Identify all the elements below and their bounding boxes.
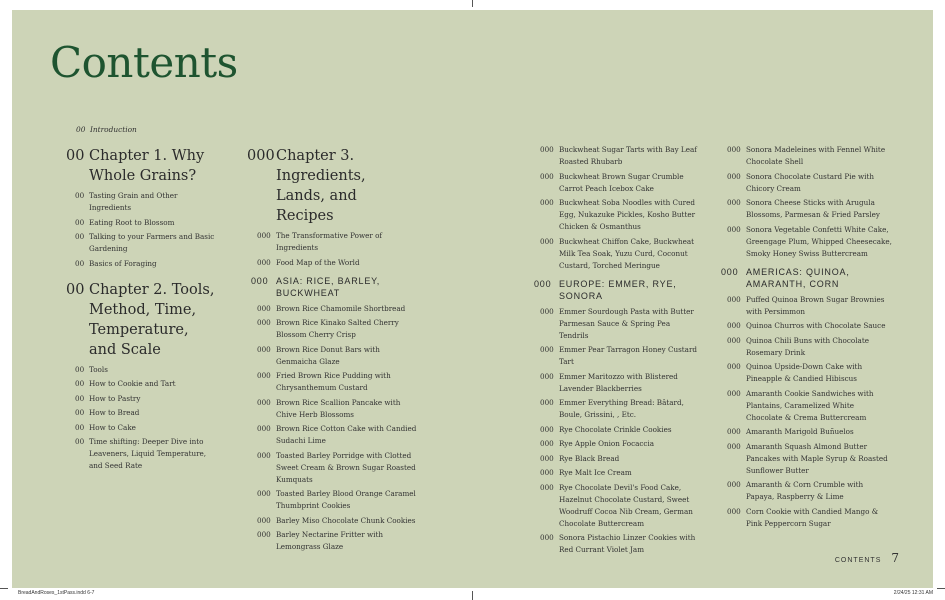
entry-label: Buckwheat Brown Sugar Crumble Carrot Peach Icebox Cake <box>559 171 684 193</box>
chapter-heading-1 <box>66 146 216 186</box>
toc-entry <box>540 467 700 479</box>
entry-label: Toasted Barley Porridge with Clotted Sweet Cream & Brown Sugar Roasted Kumquats <box>276 450 416 484</box>
page-number: 000 <box>257 257 271 267</box>
entry-label: Sonora Madeleines with Fennel White Chocolate Shell <box>746 145 886 166</box>
entry-label: Sonora Vegetable Confetti White Cake, Greengage Plum, Whipped Cheesecake, Smoky Honey Swiss Buttercream <box>746 224 892 258</box>
page-number: 000 <box>727 145 741 154</box>
region-title: EUROPE: EMMER, RYE, SONORA <box>559 278 677 301</box>
toc-entry <box>727 197 892 221</box>
entry-label: Emmer Everything Bread: Bâtard, Boule, Grissini, , Etc. <box>559 398 684 419</box>
page-number: 000 <box>540 468 554 477</box>
page-number: 000 <box>257 515 271 525</box>
page-number: 00 <box>75 379 85 388</box>
toc-entry <box>727 506 892 530</box>
toc-entry <box>540 453 700 465</box>
chapter-number: 00 <box>66 148 85 164</box>
chapter-heading-3 <box>247 146 417 226</box>
entry-label: Brown Rice Donut Bars with Genmaicha Glaze <box>276 344 380 366</box>
entry-label: Brown Rice Kinako Salted Cherry Blossom Cherry Crisp <box>276 318 399 339</box>
entry-label: Talking to your Farmers and Basic Gardening <box>89 232 215 253</box>
toc-entry <box>540 236 700 272</box>
toc-entry <box>257 230 417 254</box>
page-number: 00 <box>75 191 85 200</box>
entry-label: Quinoa Chili Buns with Chocolate Rosemary Drink <box>746 335 869 357</box>
page-number: 000 <box>727 427 741 436</box>
entry-label: Basics of Foraging <box>89 258 157 268</box>
toc-entry <box>540 344 700 368</box>
crop-mark-right <box>937 588 945 589</box>
toc-entry-introduction <box>76 124 216 136</box>
toc-entry <box>75 407 216 419</box>
toc-entry <box>727 224 892 260</box>
toc-entry <box>540 371 700 395</box>
toc-entry <box>257 317 417 341</box>
page-number: 00 <box>75 393 85 403</box>
page-number: 000 <box>540 453 554 463</box>
page-number: 000 <box>727 294 741 304</box>
toc-entry <box>540 424 700 436</box>
toc-entry <box>727 479 892 503</box>
toc-entry <box>257 344 417 368</box>
toc-entry <box>257 303 417 315</box>
page-number: 000 <box>540 306 554 316</box>
page-number: 00 <box>75 258 85 268</box>
toc-entry <box>540 482 700 530</box>
entry-label: Buckwheat Sugar Tarts with Bay Leaf Roasted Rhubarb <box>559 145 697 166</box>
region-number: 000 <box>534 278 552 289</box>
page-number: 000 <box>727 480 741 489</box>
entry-label: How to Pastry <box>89 393 141 403</box>
chapter-heading-2 <box>66 280 216 360</box>
toc-entry <box>257 515 417 527</box>
entry-label: Toasted Barley Blood Orange Caramel Thumbprint Cookies <box>276 489 416 510</box>
entry-label: How to Cake <box>89 422 136 432</box>
page-number: 00 <box>75 437 85 446</box>
asia-list <box>257 303 417 554</box>
page-number: 000 <box>257 318 271 327</box>
folio <box>835 551 899 565</box>
page-number: 000 <box>257 231 271 240</box>
entry-label: Puffed Quinoa Brown Sugar Brownies with Persimmon <box>746 294 885 316</box>
page-number: 000 <box>257 424 271 433</box>
toc-entry <box>727 335 892 359</box>
page-number: 000 <box>257 344 271 354</box>
region-heading-asia <box>251 275 417 299</box>
page-number: 000 <box>540 424 554 434</box>
toc-entry <box>75 436 216 472</box>
toc-entry <box>257 423 417 447</box>
region-number: 000 <box>251 275 269 286</box>
page-number: 000 <box>257 371 271 380</box>
entry-label: How to Cookie and Tart <box>89 379 176 388</box>
entry-label: Amaranth Cookie Sandwiches with Plantains, Caramelized White Chocolate & Crema Buttercream <box>746 388 874 422</box>
buckwheat-list <box>540 144 700 272</box>
chapter-2-list <box>75 364 216 473</box>
entry-label: Amaranth Marigold Buñuelos <box>746 427 854 436</box>
entry-label: Amaranth Squash Almond Butter Pancakes with Maple Syrup & Roasted Sunflower Butter <box>746 441 888 475</box>
page-number: 000 <box>727 441 741 451</box>
entry-label: Buckwheat Soba Noodles with Cured Egg, Nukazuke Pickles, Kosho Butter Chicken & Osmanthus <box>559 198 696 231</box>
entry-label: The Transformative Power of Ingredients <box>276 231 383 252</box>
page-number: 000 <box>540 371 554 381</box>
entry-label: How to Bread <box>89 408 140 417</box>
entry-label: Rye Malt Ice Cream <box>559 468 632 477</box>
sonora-list <box>727 144 892 260</box>
toc-column-2 <box>247 136 417 556</box>
page-number: 000 <box>540 439 554 448</box>
entry-label: Tools <box>89 364 108 374</box>
toc-entry <box>75 364 216 376</box>
toc-entry <box>727 294 892 318</box>
region-heading-europe <box>534 278 700 302</box>
toc-entry <box>75 190 216 214</box>
region-number: 000 <box>721 266 739 277</box>
toc-column-3 <box>534 144 700 559</box>
entry-label: Fried Brown Rice Pudding with Chrysanthemum Custard <box>276 371 391 392</box>
page-number: 000 <box>257 450 271 460</box>
toc-entry <box>540 171 700 195</box>
entry-label: Eating Root to Blossom <box>89 217 175 227</box>
page-number: 000 <box>540 145 554 154</box>
entry-label: Rye Chocolate Devil's Food Cake, Hazelnut Chocolate Custard, Sweet Woodruff Cocoa Nib Cream, German Chocolate Buttercream <box>559 482 693 528</box>
page-number: 000 <box>727 388 741 398</box>
toc-entry <box>540 197 700 233</box>
page-number: 00 <box>75 408 85 417</box>
toc-column-4 <box>721 144 892 532</box>
entry-label: Brown Rice Scallion Pancake with Chive Herb Blossoms <box>276 397 401 419</box>
toc-entry <box>540 306 700 342</box>
chapter-1-list <box>75 190 216 270</box>
entry-label: Amaranth & Corn Crumble with Papaya, Raspberry & Lime <box>746 480 864 501</box>
page-number: 000 <box>727 362 741 371</box>
page-number: 000 <box>257 303 271 313</box>
toc-entry <box>727 361 892 385</box>
entry-label: Corn Cookie with Candied Mango & Pink Peppercorn Sugar <box>746 506 879 528</box>
toc-entry <box>257 397 417 421</box>
page-number: 000 <box>727 198 741 207</box>
entry-label: Introduction <box>90 125 137 134</box>
chapter-title: Chapter 1. Why Whole Grains? <box>89 148 205 184</box>
toc-column-1 <box>66 124 216 475</box>
entry-label: Emmer Pear Tarragon Honey Custard Tart <box>559 345 697 366</box>
page-number: 000 <box>727 321 741 330</box>
page-title: Contents <box>50 38 238 87</box>
page-number: 000 <box>540 236 554 246</box>
page-number: 00 <box>75 422 85 432</box>
entry-label: Quinoa Upside-Down Cake with Pineapple & Candied Hibiscus <box>746 362 863 383</box>
slug-file-info: BreadAndRoses_1stPass.indd 6-7 <box>18 590 95 596</box>
page-number: 000 <box>540 345 554 354</box>
entry-label: Food Map of the World <box>276 257 360 267</box>
region-title: AMERICAS: QUINOA, AMARANTH, CORN <box>746 266 850 289</box>
page-number: 000 <box>727 224 741 234</box>
entry-label: Rye Black Bread <box>559 453 620 463</box>
toc-entry <box>257 450 417 486</box>
entry-label: Buckwheat Chiffon Cake, Buckwheat Milk Tea Soak, Yuzu Curd, Coconut Custard, Torched Meringue <box>559 236 695 270</box>
chapter-number: 000 <box>247 148 275 164</box>
page-number: 000 <box>540 482 554 492</box>
region-title: ASIA: RICE, BARLEY, BUCKWHEAT <box>276 275 381 298</box>
page-number: 000 <box>540 533 554 542</box>
toc-entry <box>727 320 892 332</box>
entry-label: Emmer Sourdough Pasta with Butter Parmesan Sauce & Spring Pea Tendrils <box>559 306 694 340</box>
page-number: 00 <box>75 364 85 374</box>
americas-list <box>727 294 892 530</box>
entry-label: Rye Chocolate Crinkle Cookies <box>559 424 672 434</box>
toc-entry <box>257 529 417 553</box>
page-number: 00 <box>75 232 85 241</box>
page-number: 000 <box>257 530 271 539</box>
toc-entry <box>257 370 417 394</box>
page-number: 000 <box>257 397 271 407</box>
page-number-folio: 7 <box>891 551 899 565</box>
toc-entry <box>727 441 892 477</box>
crop-mark-left <box>0 588 8 589</box>
entry-label: Quinoa Churros with Chocolate Sauce <box>746 321 886 330</box>
page-number: 00 <box>76 125 86 134</box>
slug-timestamp: 2/24/25 12:31 AM <box>893 590 933 596</box>
toc-entry <box>727 144 892 168</box>
page-number: 00 <box>75 217 85 227</box>
entry-label: Time shifting: Deeper Dive into Leaveners, Liquid Temperature, and Seed Rate <box>89 437 207 470</box>
entry-label: Rye Apple Onion Focaccia <box>559 439 655 448</box>
page-number: 000 <box>540 398 554 407</box>
running-head: CONTENTS <box>834 557 882 564</box>
entry-label: Brown Rice Chamomile Shortbread <box>276 303 406 313</box>
entry-label: Barley Miso Chocolate Chunk Cookies <box>276 515 416 525</box>
page-number: 000 <box>727 335 741 345</box>
crop-mark-bottom <box>472 591 473 600</box>
entry-label: Barley Nectarine Fritter with Lemongrass Glaze <box>276 530 383 551</box>
entry-label: Emmer Maritozzo with Blistered Lavender Blackberries <box>559 371 678 393</box>
toc-entry <box>540 144 700 168</box>
chapter-3-list <box>257 230 417 269</box>
entry-label: Sonora Cheese Sticks with Arugula Blossoms, Parmesan & Fried Parsley <box>746 198 880 219</box>
page-number: 000 <box>727 171 741 181</box>
toc-entry <box>540 532 700 556</box>
page-number: 000 <box>727 506 741 516</box>
toc-entry <box>75 217 216 229</box>
toc-entry <box>75 422 216 434</box>
crop-mark-top <box>472 0 473 7</box>
toc-entry <box>257 488 417 512</box>
entry-label: Tasting Grain and Other Ingredients <box>89 191 178 212</box>
page-number: 000 <box>257 489 271 498</box>
region-heading-americas <box>721 266 892 290</box>
entry-label: Brown Rice Cotton Cake with Candied Sudachi Lime <box>276 424 417 445</box>
page-number: 000 <box>540 198 554 207</box>
toc-entry <box>727 171 892 195</box>
toc-entry <box>75 231 216 255</box>
toc-entry <box>727 426 892 438</box>
chapter-title: Chapter 2. Tools, Method, Time, Temperature, and Scale <box>89 281 215 358</box>
toc-entry <box>540 397 700 421</box>
entry-label: Sonora Chocolate Custard Pie with Chicory Cream <box>746 171 874 193</box>
toc-entry <box>75 258 216 270</box>
toc-entry <box>75 378 216 390</box>
europe-list <box>540 306 700 557</box>
toc-entry <box>540 438 700 450</box>
page-number: 000 <box>540 171 554 181</box>
chapter-title: Chapter 3. Ingredients, Lands, and Recipes <box>276 148 366 224</box>
toc-entry <box>75 393 216 405</box>
entry-label: Sonora Pistachio Linzer Cookies with Red Currant Violet Jam <box>559 533 696 554</box>
toc-entry <box>257 257 417 269</box>
chapter-number: 00 <box>66 281 85 298</box>
toc-entry <box>727 388 892 424</box>
